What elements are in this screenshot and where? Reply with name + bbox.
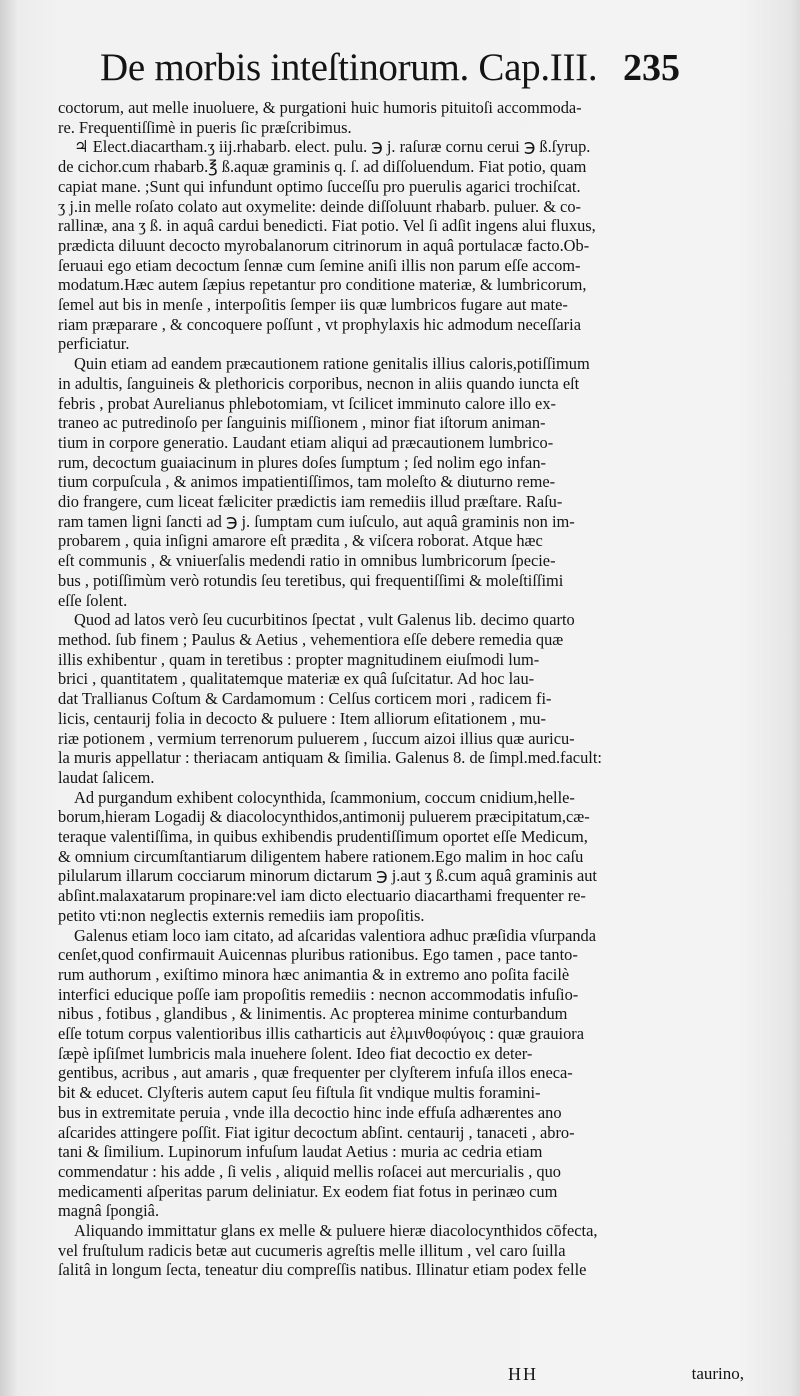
text-line: modatum.Hæc autem ſæpius repetantur pro conditione materiæ, & lumbricorum, — [58, 275, 587, 295]
text-line: rum, decoctum guaiacinum in plures doſes ſumptum ; ſed nolim ego infan- — [58, 452, 546, 472]
text-line: nibus , fotibus , glandibus , & linimentis. Ac propterea minime conturbandum — [58, 1004, 568, 1024]
text-line: ſeruaui ego etiam decoctum ſennæ cum ſemine aniſi illis non parum eſſe accom- — [58, 255, 581, 275]
text-line: petito vti:non neglectis externis remediis iam propoſitis. — [58, 905, 425, 925]
text-line: rallinæ, ana ʒ ß. in aquâ cardui benedicti. Fiat potio. Vel ſi adſit ingens alui fluxus, — [58, 216, 596, 236]
paragraph — [58, 926, 744, 1222]
text-line: Galenus etiam loco iam citato, ad aſcaridas valentiora adhuc præſidia vſurpanda — [74, 925, 597, 945]
text-line: capiat mane. ;Sunt qui infundunt optimo ſucceſſu pro puerulis agarici trochiſcat. — [58, 176, 581, 196]
text-line: dio frangere, cum liceat fæliciter prædictis iam remediis illud præſtare. Raſu- — [58, 492, 563, 512]
text-line: in adultis, ſanguineis & plethoricis corporibus, necnon in aliis quando iuncta eſt — [58, 373, 580, 393]
paragraph — [58, 1221, 744, 1280]
text-line: ram tamen ligni ſancti ad ℈ j. ſumptam cum iuſculo, aut aquâ graminis non im- — [58, 511, 575, 531]
text-line: abſint.malaxatarum propinare:vel iam dicto electuario diacarthami frequenter re- — [58, 886, 586, 906]
text-line: bus , potiſſimùm verò rotundis ſeu teretibus, qui frequentiſſimi & moleſtiſſimi — [58, 570, 564, 590]
text-line: aſcarides attingere poſſit. Fiat igitur decoctum abſint. centaurij , tanaceti , abro- — [58, 1122, 575, 1142]
paragraph — [58, 98, 744, 137]
text-line: Ad purgandum exhibent colocynthida, ſcammonium, coccum cnidium,helle- — [74, 787, 575, 807]
signature-mark: HH — [508, 1364, 538, 1384]
text-line: re. Frequentiſſimè in pueris ſic præſcribimus. — [58, 117, 352, 137]
paragraph — [58, 137, 744, 354]
text-line: brici , quantitatem , qualitatemque materiæ ex quâ ſuſcitatur. Ad hoc lau- — [58, 669, 535, 689]
text-line: la muris appellatur : theriacam antiquam & ſimilia. Galenus 8. de ſimpl.med.facult: — [58, 748, 602, 768]
text-line: riæ potionem , vermium terrenorum puluerem , ſuccum aizoi illius quæ auricu- — [58, 728, 575, 748]
body-text — [58, 98, 744, 1280]
text-line: laudat ſalicem. — [58, 767, 155, 787]
text-line: method. ſub finem ; Paulus & Aetius , vehementiora eſſe debere remedia quæ — [58, 629, 564, 649]
text-line: rum authorum , exiſtimo minora hæc animantia & in extremo ano poſita facilè — [58, 964, 570, 984]
text-line: ♃ Elect.diacartham.ʒ iij.rhabarb. elect. pulu. ℈ j. raſuræ cornu cerui ℈ ß.ſyrup. — [74, 137, 591, 157]
text-line: perficiatur. — [58, 334, 130, 354]
text-line: gentibus, acribus , aut amaris , quæ frequenter per clyſterem infuſa illos eneca- — [58, 1063, 573, 1083]
text-line: eſſe ſolent. — [58, 590, 128, 610]
text-line: traneo ac putredinoſo per ſanguinis miſſionem , minor fiat iſtorum animan- — [58, 413, 546, 433]
text-line: eſt communis , & vniuerſalis medendi ratio in omnibus lumbricorum ſpecie- — [58, 551, 556, 571]
text-line: eſſe totum corpus valentioribus illis catharticis aut ἑλμινθοφύγοις : quæ grauiora — [58, 1024, 585, 1044]
paragraph — [58, 610, 744, 787]
text-line: Aliquando immittatur glans ex melle & puluere hieræ diacolocynthidos cōfecta, — [74, 1221, 598, 1241]
text-line: commendatur : his adde , ſi velis , aliquid mellis roſacei aut mercurialis , quo — [58, 1161, 561, 1181]
text-line: ſæpè ipſiſmet lumbricis mala inuehere ſolent. Ideo fiat decoctio ex deter- — [58, 1043, 533, 1063]
text-line: tium in corpore generatio. Laudant etiam aliqui ad præcautionem lumbrico- — [58, 432, 554, 452]
text-line: licis, centaurij folia in decocto & puluere : Item alliorum eſitationem , mu- — [58, 708, 546, 728]
text-line: de cichor.cum rhabarb.℥ ß.aquæ graminis q. ſ. ad diſſoluendum. Fiat potio, quam — [58, 157, 587, 177]
text-line: probarem , quia inſigni amarore eſt prædita , & viſcera roborat. Atque hæc — [58, 531, 543, 551]
text-line: tium corpuſcula , & animos impatientiſſimos, tam moleſto & diuturno reme- — [58, 472, 556, 492]
text-line: medicamenti aſperitas parum deliniatur. Ex eodem fiat fotus in perinæo cum — [58, 1181, 558, 1201]
text-line: interfici educique poſſe iam propoſitis remediis : necnon accommodatis infuſio- — [58, 984, 579, 1004]
text-line: ſalitâ in longum ſecta, teneatur diu compreſſis natibus. Illinatur etiam podex felle — [58, 1260, 587, 1280]
paragraph — [58, 788, 744, 926]
running-title: De morbis inteſtinorum. Cap.III. — [100, 46, 598, 89]
text-line: Quin etiam ad eandem præcautionem ratione genitalis illius caloris,potiſſimum — [74, 354, 590, 374]
page-number: 235 — [623, 47, 680, 89]
text-line: ʒ j.in melle roſato colato aut oxymelite: deinde diſſoluunt rhabarb. puluer. & co- — [58, 196, 581, 216]
catchword: taurino, — [691, 1364, 744, 1383]
text-line: bus in extremitate peruia , vnde illa decoctio hinc inde effuſa adhærentes ano — [58, 1102, 562, 1122]
page-header — [100, 40, 680, 96]
text-line: prædicta diluunt decocto myrobalanorum citrinorum in aquâ portulacæ facto.Ob- — [58, 235, 590, 255]
text-line: teraque valentiſſima, in quibus exhibendis prudentiſſimum oportet eſſe Medicum, — [58, 827, 588, 847]
text-line: coctorum, aut melle inuoluere, & purgationi huic humoris pituitoſi accommoda- — [58, 98, 582, 117]
text-line: bit & educet. Clyſteris autem caput ſeu fiſtula ſit vndique multis foramini- — [58, 1083, 541, 1103]
text-line: riam præparare , & concoquere poſſunt , vt prophylaxis hic admodum neceſſaria — [58, 314, 581, 334]
text-line: Quod ad latos verò ſeu cucurbitinos ſpectat , vult Galenus lib. decimo quarto — [74, 610, 575, 630]
text-line: illis exhibentur , quam in teretibus : propter magnitudinem eiuſmodi lum- — [58, 649, 540, 669]
page-footer — [0, 1364, 800, 1388]
text-line: cenſet,quod confirmauit Auicennas pluribus rationibus. Ego tamen , pace tanto- — [58, 945, 578, 965]
text-line: & omnium circumſtantiarum diligentem habere rationem.Ego malim in hoc caſu — [58, 846, 584, 866]
text-line: magnâ ſpongiâ. — [58, 1201, 160, 1221]
text-line: tani & ſimilium. Lupinorum infuſum laudat Aetius : muria ac cedria etiam — [58, 1142, 543, 1162]
text-line: ſemel aut bis in menſe , interpoſitis ſemper iis quæ lumbricos fugare aut mate- — [58, 295, 568, 315]
text-line: dat Trallianus Coſtum & Cardamomum : Celſus corticem mori , radicem fi- — [58, 689, 552, 709]
text-line: pilularum illarum cocciarum minorum dictarum ℈ j.aut ʒ ß.cum aquâ graminis aut — [58, 866, 597, 886]
paragraph — [58, 354, 744, 610]
text-line: borum,hieram Logadij & diacolocynthidos,antimonij puluerem præcipitatum,cæ- — [58, 807, 590, 827]
text-line: febris , probat Aurelianus phlebotomiam, vt ſcilicet imminuto calore illo ex- — [58, 393, 556, 413]
text-line: vel fruſtulum radicis betæ aut cucumeris agreſtis melle illitum , vel caro ſuilla — [58, 1240, 566, 1260]
